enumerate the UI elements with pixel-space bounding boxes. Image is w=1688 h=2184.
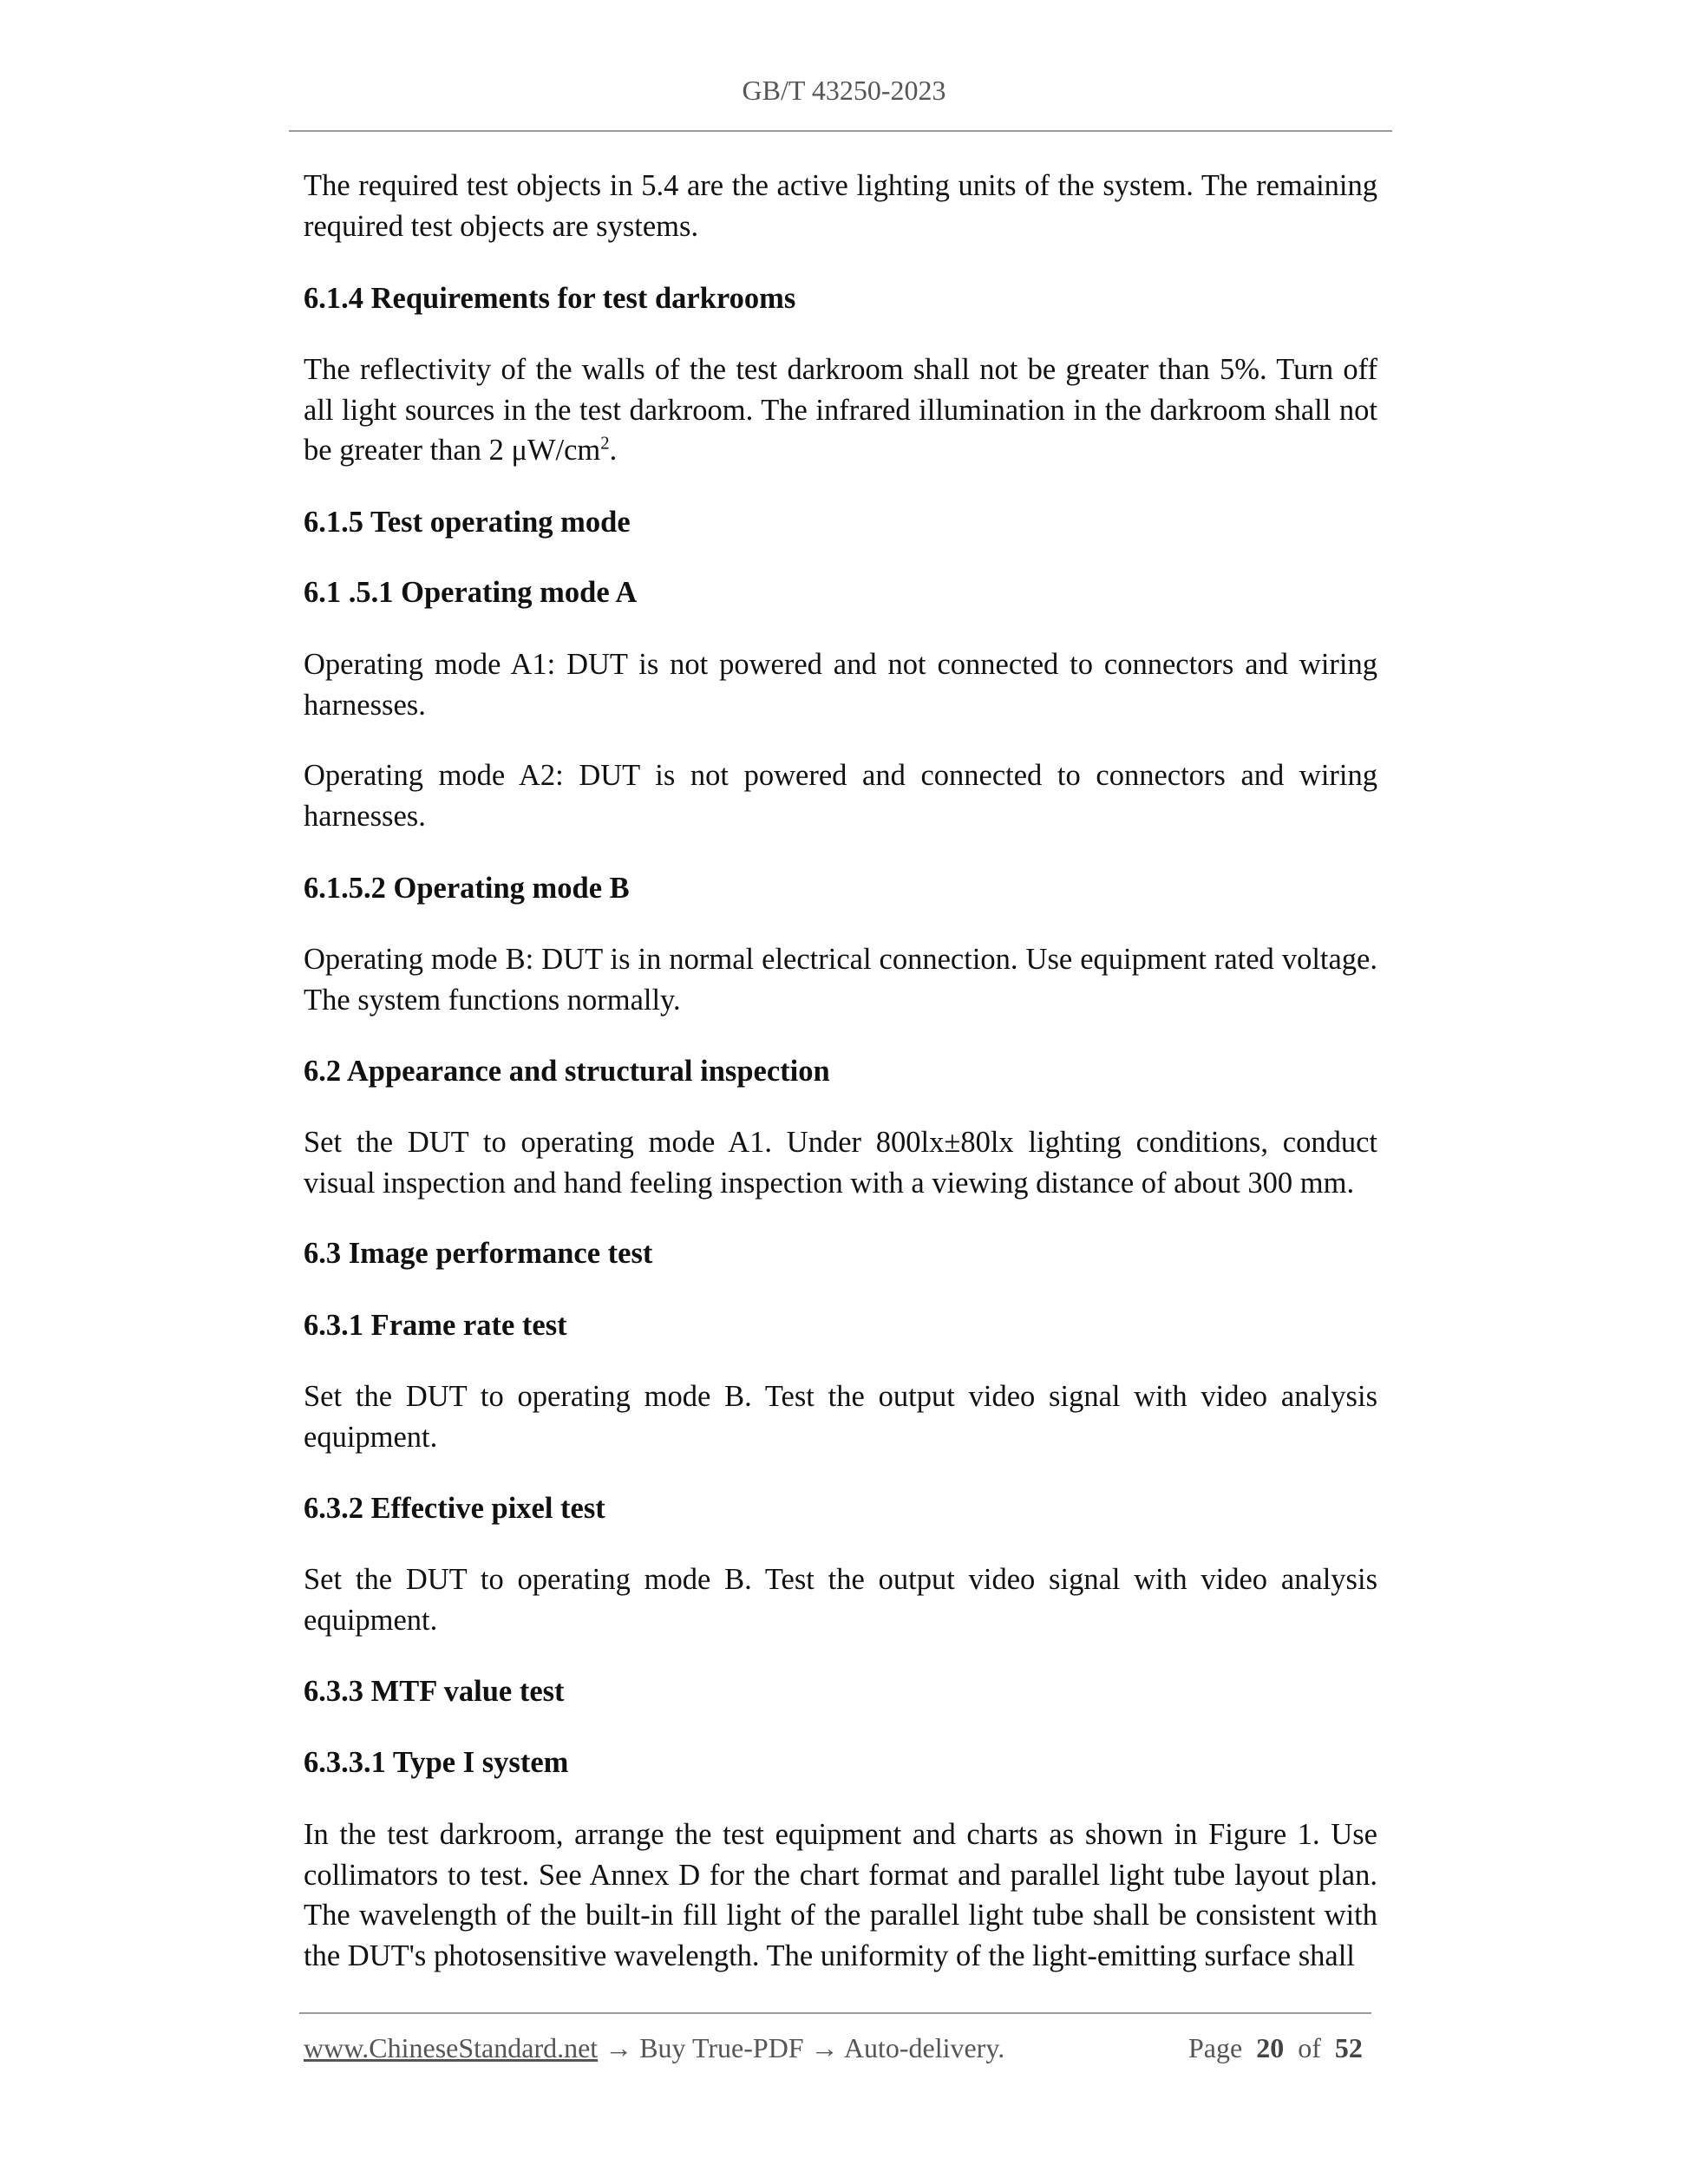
paragraph [304,350,1377,471]
paragraph: The required test objects in 5.4 are the active lighting units of the system. The remaining required test objects are systems. [304,169,1377,243]
header-divider [289,130,1392,132]
section-heading: 6.3.1 Frame rate test [304,1309,567,1342]
paragraph: Set the DUT to operating mode B. Test the output video signal with video analysis equipment. [304,1380,1377,1454]
section-heading: 6.1.5.2 Operating mode B [304,872,630,905]
section-heading: 6.3.3.1 Type I system [304,1746,569,1779]
page-total: 52 [1334,2032,1363,2063]
footer-promo [304,2032,1004,2064]
paragraph: Operating mode A2: DUT is not powered and connected to connectors and wiring harnesses. [304,759,1377,833]
footer-divider [299,2012,1371,2014]
page-number: 20 [1256,2032,1285,2063]
paragraph-end: . [609,434,618,467]
section-heading: 6.3.2 Effective pixel test [304,1492,605,1525]
of-label: of [1298,2032,1321,2063]
page-indicator [1188,2032,1363,2064]
page-label: Page [1188,2032,1243,2063]
section-heading: 6.3.3 MTF value test [304,1675,565,1708]
document-header: GB/T 43250-2023 [742,75,946,106]
website-link[interactable]: www.ChineseStandard.net [304,2032,599,2063]
paragraph: In the test darkroom, arrange the test equipment and charts as shown in Figure 1. Use collimators to test. See Annex D for the chart format and parallel light tube layout plan. The wavelength of the built-in fill light of the parallel light tube shall be consistent with the DUT's photosensitive wavelength. The uniformity of the light-emitting surface shall [304,1818,1377,1972]
paragraph: Set the DUT to operating mode B. Test the output video signal with video analysis equipment. [304,1563,1377,1637]
paragraph-text: The reflectivity of the walls of the test darkroom shall not be greater than 5%. Turn off all light sources in the test darkroom. The infrared illumination in the darkroom shall not be greater than 2 μW/cm [304,353,1377,467]
section-heading: 6.1.4 Requirements for test darkrooms [304,282,796,315]
section-heading: 6.2 Appearance and structural inspection [304,1055,830,1088]
paragraph: Operating mode B: DUT is in normal electrical connection. Use equipment rated voltage. The system functions normally. [304,943,1377,1017]
section-heading: 6.1 .5.1 Operating mode A [304,576,638,609]
paragraph: Set the DUT to operating mode A1. Under 800lx±80lx lighting conditions, conduct visual inspection and hand feeling inspection with a viewing distance of about 300 mm. [304,1126,1377,1200]
section-heading: 6.3 Image performance test [304,1237,653,1270]
superscript: 2 [600,434,610,454]
footer-promo-text: → Buy True-PDF → Auto-delivery. [598,2032,1005,2063]
section-heading: 6.1.5 Test operating mode [304,506,631,539]
paragraph: Operating mode A1: DUT is not powered and not connected to connectors and wiring harnesses. [304,648,1377,722]
